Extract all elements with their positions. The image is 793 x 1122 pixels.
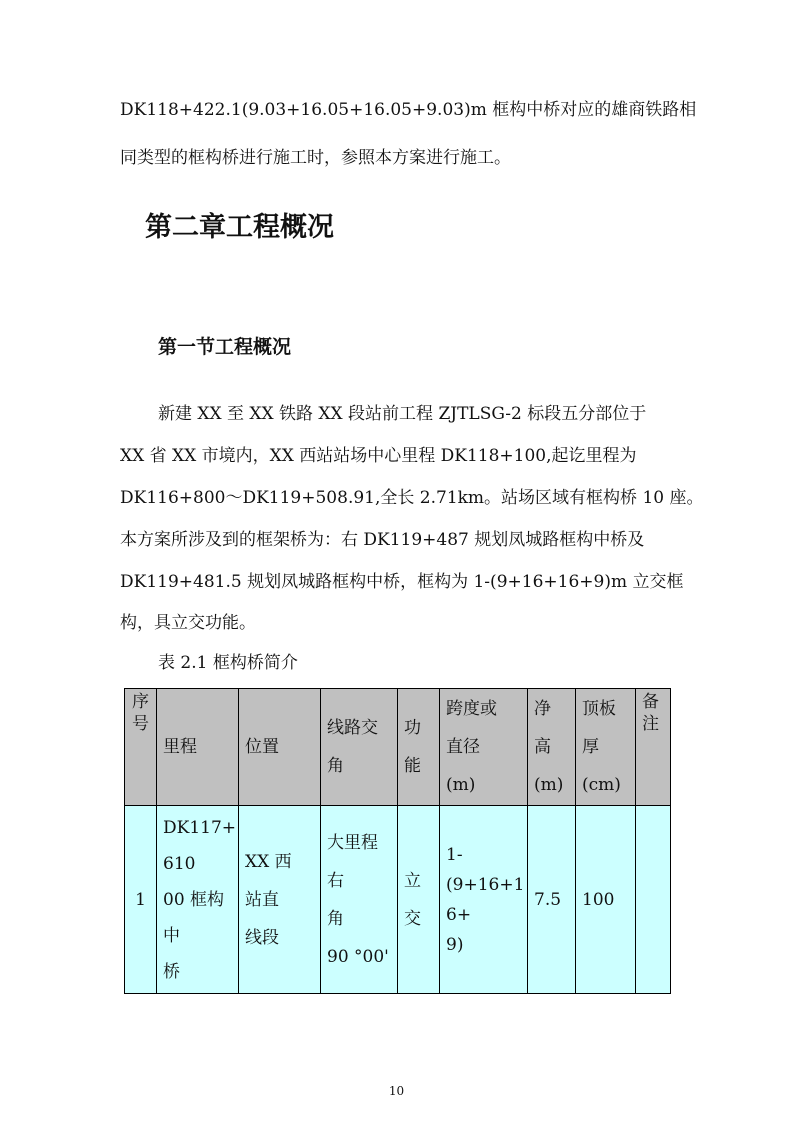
header-angle: 线路交 角 — [321, 689, 398, 806]
section-title: 第一节工程概况 — [158, 336, 292, 358]
body-line-5: DK119+481.5 规划凤城路框构中桥，框构为 1-(9+16+16+9)m 立交框 — [120, 572, 684, 592]
header-slab: 顶板 厚 (cm) — [576, 689, 636, 806]
header-remark: 备 注 — [636, 689, 671, 806]
cell-clearance: 7.5 — [528, 806, 576, 994]
body-line-6: 构，具立交功能。 — [120, 613, 256, 633]
cell-mileage: DK117+ 610 00 框构 中 桥 — [157, 806, 239, 994]
cell-span: 1- (9+16+1 6+ 9) — [440, 806, 528, 994]
page-number: 10 — [388, 1084, 405, 1098]
header-span: 跨度或 直径 (m) — [440, 689, 528, 806]
header-seq: 序 号 — [125, 689, 157, 806]
body-line-3: DK116+800～DK119+508.91,全长 2.71km。站场区域有框构桥 10 座。 — [120, 488, 704, 508]
cell-function: 立 交 — [398, 806, 440, 994]
body-line-1: 新建 XX 至 XX 铁路 XX 段站前工程 ZJTLSG-2 标段五分部位于 — [158, 404, 647, 424]
intro-line-2: 同类型的框构桥进行施工时，参照本方案进行施工。 — [120, 148, 511, 168]
header-function: 功 能 — [398, 689, 440, 806]
cell-angle: 大里程 右 角 90 °00' — [321, 806, 398, 994]
bridge-table — [124, 688, 671, 994]
cell-slab: 100 — [576, 806, 636, 994]
table-header-row — [125, 689, 671, 806]
table-row — [125, 806, 671, 994]
body-line-2: XX 省 XX 市境内，XX 西站站场中心里程 DK118+100,起讫里程为 — [120, 446, 637, 466]
cell-seq: 1 — [125, 806, 157, 994]
intro-line-1: DK118+422.1(9.03+16.05+16.05+9.03)m 框构中桥对应的雄商铁路相 — [120, 100, 697, 120]
header-mileage: 里程 — [157, 689, 239, 806]
cell-position: XX 西 站直 线段 — [239, 806, 321, 994]
chapter-title: 第二章工程概况 — [145, 212, 334, 243]
body-line-4: 本方案所涉及到的框架桥为：右 DK119+487 规划凤城路框构中桥及 — [120, 530, 645, 550]
cell-remark — [636, 806, 671, 994]
table-caption: 表 2.1 框构桥简介 — [158, 653, 298, 673]
header-position: 位置 — [239, 689, 321, 806]
header-clearance: 净 高 (m) — [528, 689, 576, 806]
